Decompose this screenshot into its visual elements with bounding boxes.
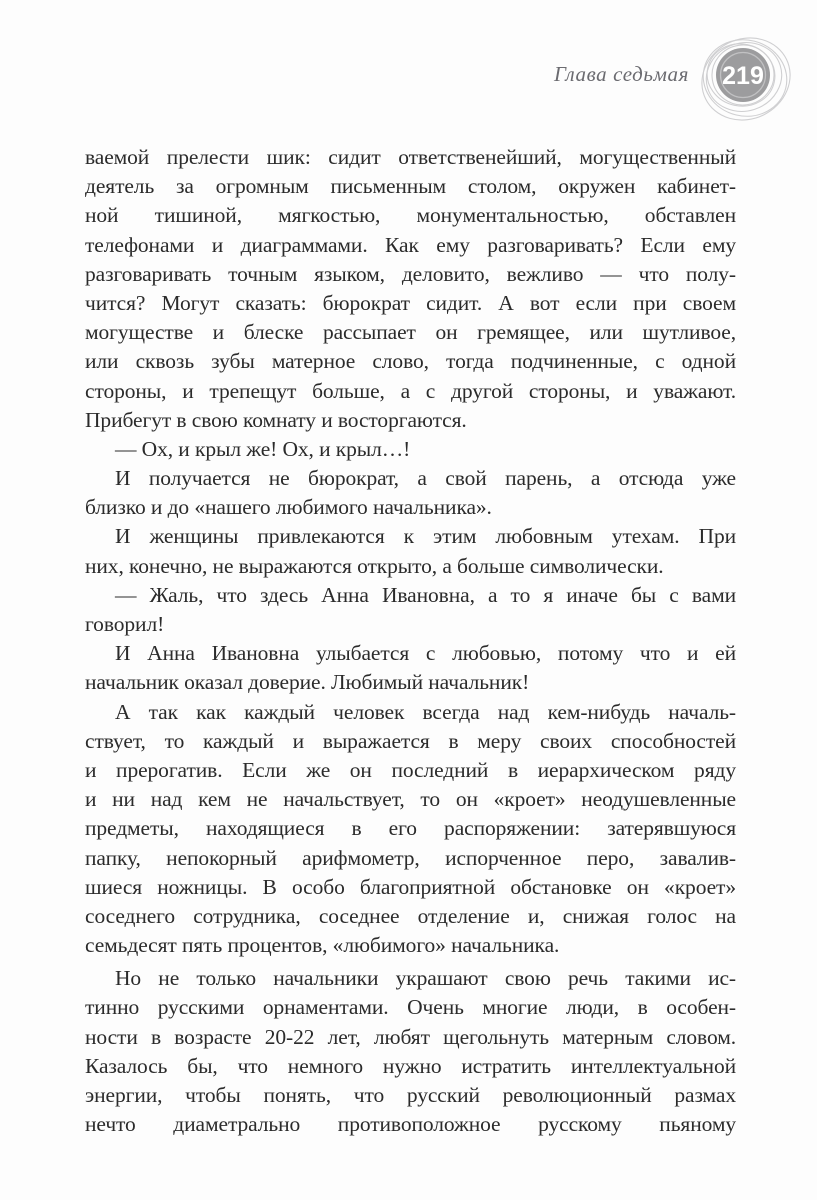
text-line: А так как каждый человек всегда над кем-нибудь началь-: [115, 699, 736, 724]
text-line: телефонами и диаграммами. Как ему разговаривать? Если ему: [85, 232, 736, 257]
text-line: семьдесят пять процентов, «любимого» начальника.: [85, 933, 560, 958]
text-line: тинно русскими орнаментами. Очень многие люди, в особен-: [85, 995, 736, 1020]
text-line: них, конечно, не выражаются открыто, а больше символически.: [85, 553, 664, 578]
text-line: чится? Могут сказать: бюрократ сидит. А вот если при своем: [85, 290, 736, 315]
text-line: энергии, чтобы понять, что русский революционный размах: [85, 1083, 736, 1107]
text-line: деятель за огромным письменным столом, окружен кабинет-: [85, 174, 736, 199]
text-line: говорил!: [85, 612, 165, 636]
text-line: ности в возрасте 20-22 лет, любят щегольнуть матерным словом.: [85, 1024, 736, 1049]
text-line: стороны, и трепещут больше, а с другой стороны, и уважают.: [85, 378, 736, 403]
text-line: и прерогатив. Если же он последний в иерархическом ряду: [85, 757, 736, 782]
page-number-badge: [693, 26, 803, 128]
text-line: близко и до «нашего любимого начальника».: [85, 495, 492, 520]
text-line: Казалось бы, что немного нужно истратить интеллектуальной: [85, 1053, 736, 1078]
page-badge-art: [693, 26, 803, 128]
text-line: могуществе и блеске рассыпает он гремящее, или шутливое,: [85, 320, 736, 345]
text-line: начальник оказал доверие. Любимый начальник!: [85, 670, 530, 695]
text-line: И Анна Ивановна улыбается с любовью, потому что и ей: [115, 641, 736, 666]
text-line: предметы, находящиеся в его распоряжении: затерявшуюся: [85, 816, 736, 841]
text-line: — Ох, и крыл же! Ох, и крыл…!: [115, 436, 411, 461]
text-line: Но не только начальники украшают свою речь такими ис-: [115, 966, 736, 991]
text-line: Прибегут в свою комнату и восторгаются.: [85, 407, 467, 432]
text-line: или сквозь зубы матерное слово, тогда подчиненные, с одной: [85, 349, 736, 374]
text-line: шиеся ножницы. В особо благоприятной обстановке он «кроет»: [85, 874, 736, 899]
text-line: И женщины привлекаются к этим любовным утехам. При: [115, 524, 736, 549]
text-line: ной тишиной, мягкостью, монументальностью, обставлен: [85, 203, 736, 228]
text-line: нечто диаметрально противоположное русскому пьяному: [85, 1112, 736, 1137]
page-number: 219: [722, 62, 764, 90]
text-line: и ни над кем не начальствует, то он «кроет» неодушевленные: [85, 787, 736, 812]
text-line: папку, непокорный арифмометр, испорченное перо, завалив-: [85, 845, 736, 870]
text-line: разговаривать точным языком, деловито, вежливо — что полу-: [85, 261, 736, 286]
text-line: соседнего сотрудника, соседнее отделение и, снижая голос на: [85, 903, 736, 928]
text-line: ваемой прелести шик: сидит ответственейший, могущественный: [85, 145, 736, 169]
text-body: [85, 143, 736, 1139]
text-line: — Жаль, что здесь Анна Ивановна, а то я иначе бы с вами: [115, 582, 736, 607]
text-line: И получается не бюрократ, а свой парень, а отсюда уже: [115, 466, 736, 491]
text-line: ствует, то каждый и выражается в меру своих способностей: [85, 728, 736, 753]
chapter-title: Глава седьмая: [554, 62, 689, 86]
